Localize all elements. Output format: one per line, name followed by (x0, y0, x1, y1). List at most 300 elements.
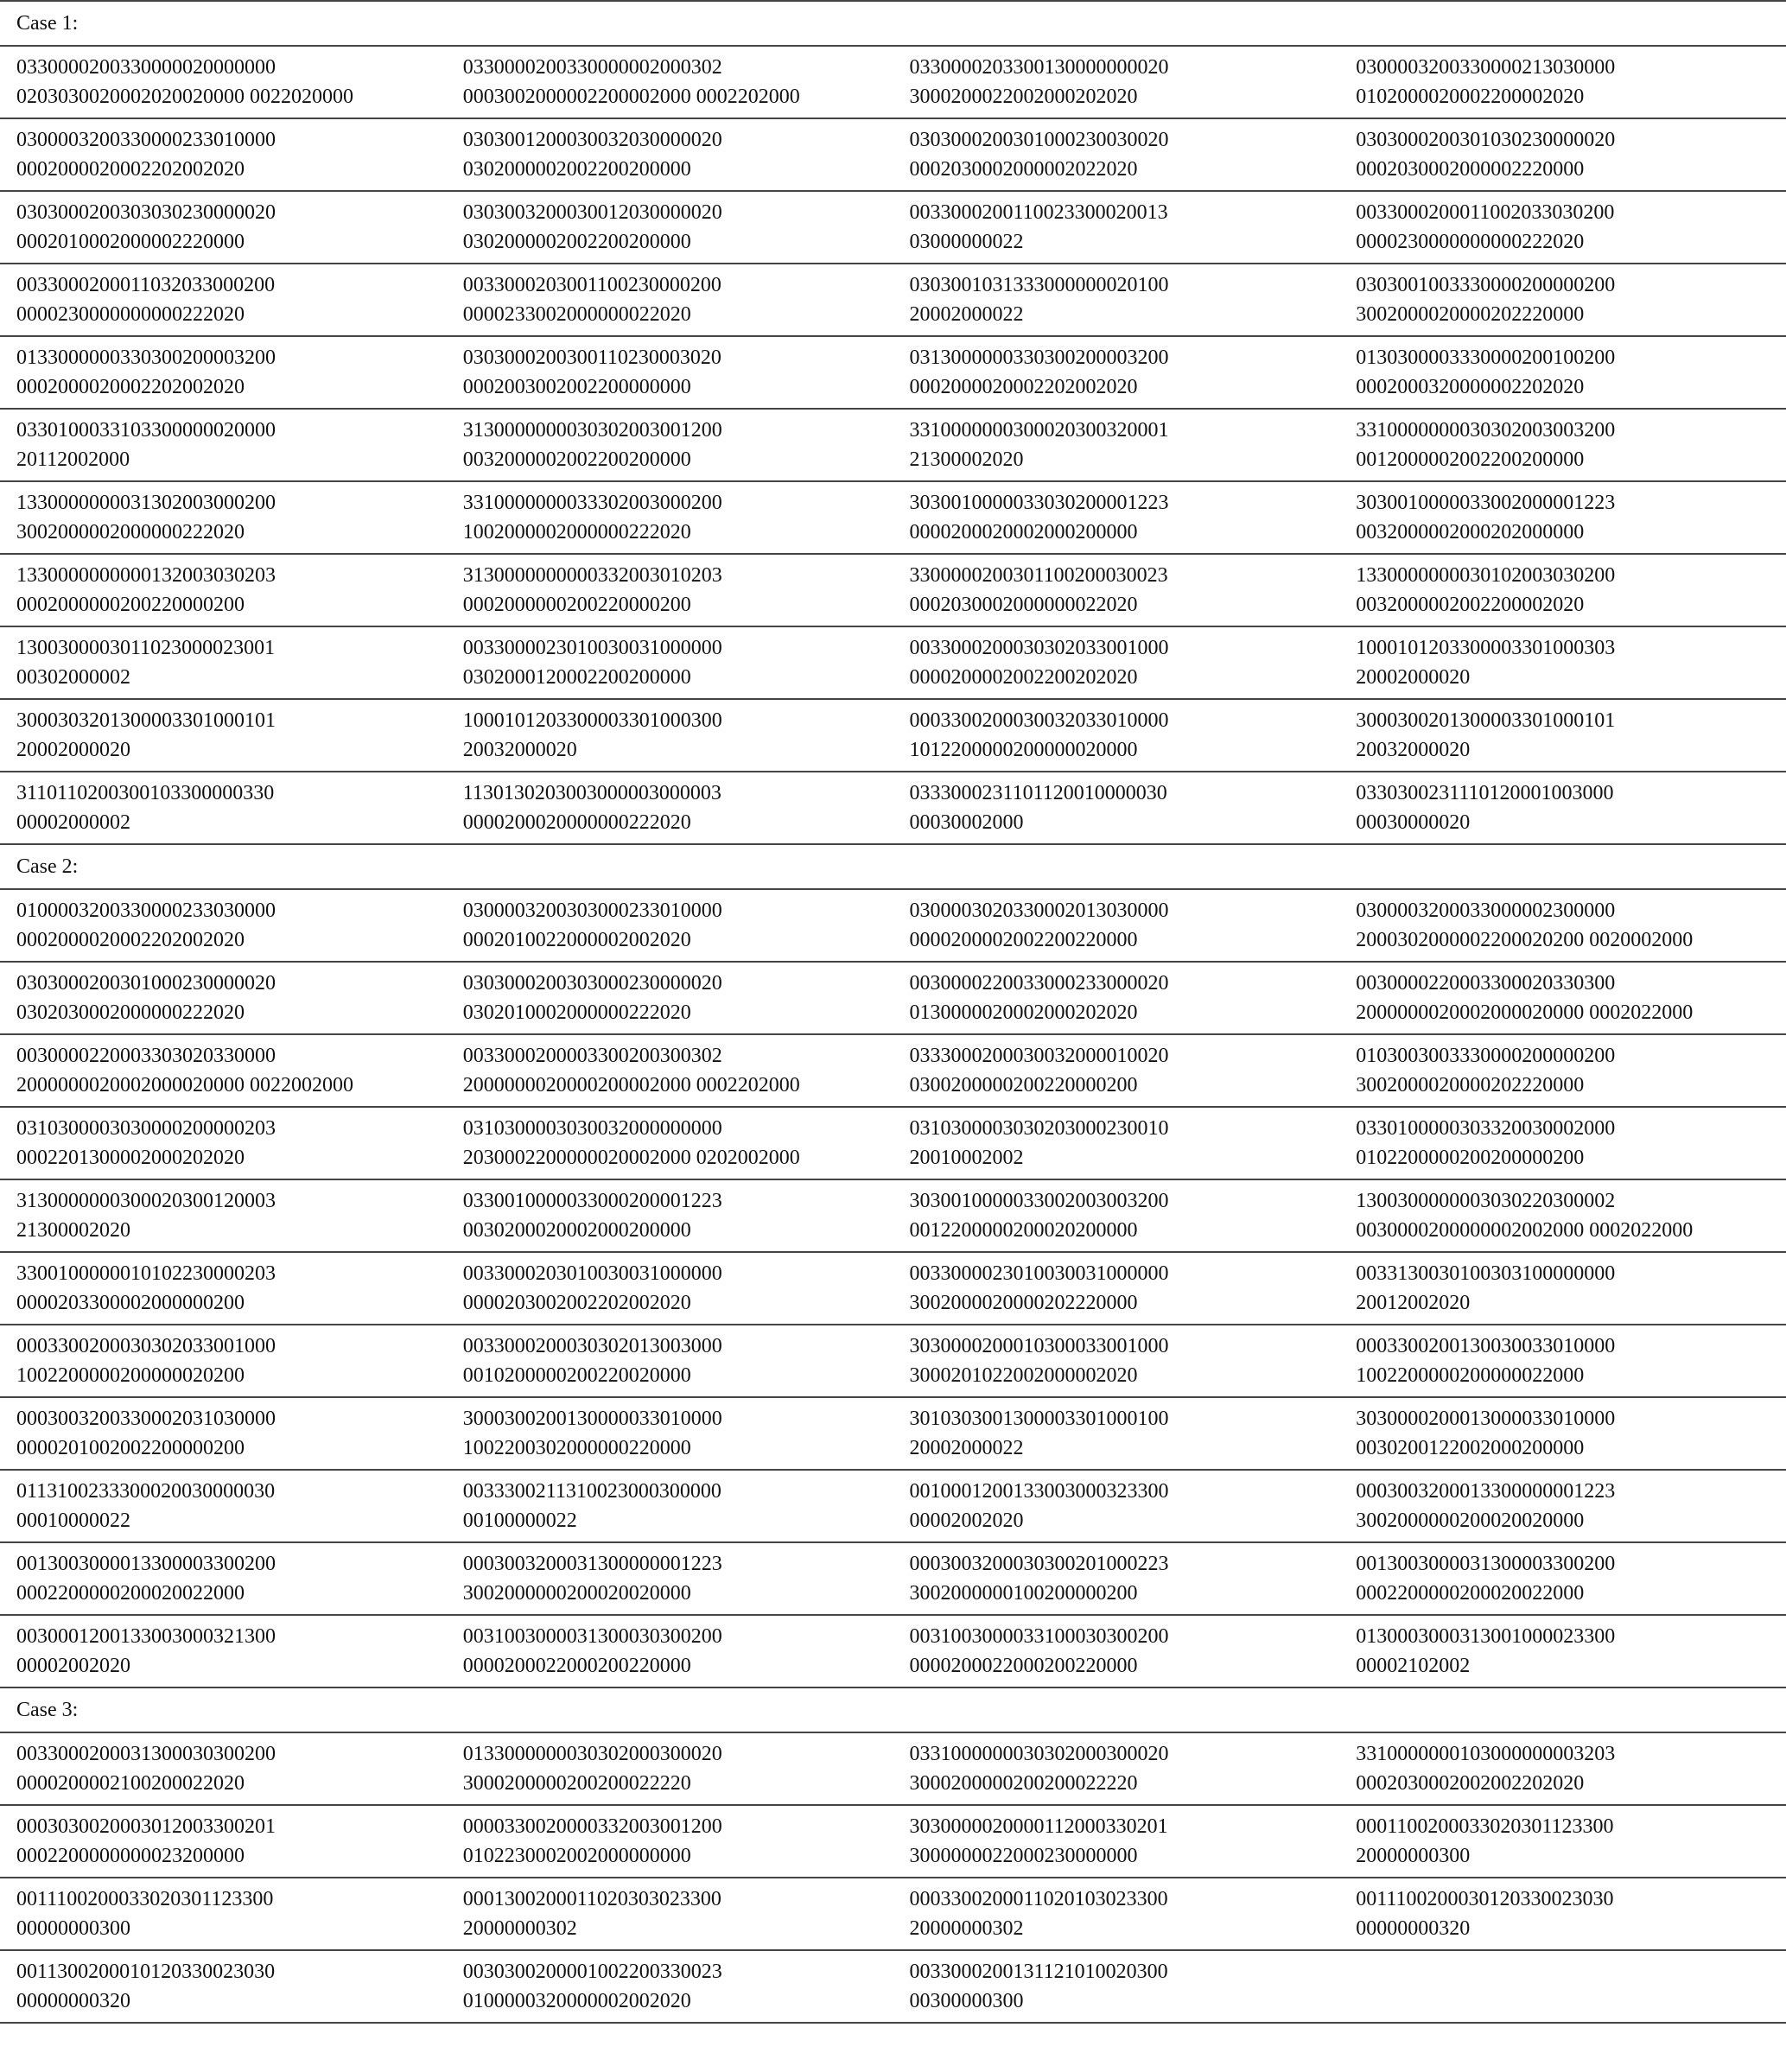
sequence-line: 1002000002000000222020 (462, 521, 691, 543)
sequence-line: 00100000022 (462, 1510, 577, 1532)
table-cell (447, 1805, 893, 1878)
sequence-line: 0310300003030203000230010 (909, 1117, 1169, 1140)
table-cell (0, 191, 447, 264)
sequence-line: 1012200000200000020000 (909, 739, 1138, 761)
table-row (0, 889, 1786, 962)
sequence-line: 0030300200001002200330023 (462, 1961, 722, 1983)
table-cell (447, 626, 893, 699)
sequence-line: 3002000020000202220000 (1356, 303, 1585, 326)
table-cell (1339, 481, 1786, 554)
table-cell (1339, 409, 1786, 481)
sequence-line: 0310300003030032000000000 (462, 1117, 722, 1140)
table-cell (893, 1034, 1340, 1107)
sequence-line: 0130000020002000202020 (909, 1001, 1138, 1024)
table-cell (1339, 1732, 1786, 1805)
table-cell (893, 1397, 1340, 1470)
table-row (0, 336, 1786, 409)
sequence-line: 3130000000000332003010203 (462, 564, 722, 587)
table-cell (0, 772, 447, 844)
sequence-line: 0303000200303000230000020 (462, 972, 722, 995)
sequence-line: 20032000020 (1356, 739, 1471, 761)
sequence-line: 21300002020 (909, 448, 1024, 471)
sequence-line: 0030000220033000233000020 (909, 972, 1169, 995)
sequence-line: 0000230000000000222020 (16, 303, 245, 326)
sequence-line: 0000200022000200220000 (462, 1655, 691, 1677)
sequence-line: 0302000002002200200000 (462, 231, 691, 253)
sequence-line: 0033000023010030031000000 (909, 1262, 1169, 1285)
table-cell (1339, 1034, 1786, 1107)
sequence-line: 0002200000200020022000 (1356, 1582, 1585, 1605)
sequence-line: 2000302000002200020200 0020002000 (1356, 929, 1694, 951)
sequence-line: 0330000200330000020000000 (16, 56, 276, 79)
table-cell (0, 1732, 447, 1805)
table-row (0, 1325, 1786, 1397)
sequence-line: 0113100233300020030000030 (16, 1480, 276, 1503)
table-cell (0, 1397, 447, 1470)
table-cell (1339, 46, 1786, 118)
sequence-line: 0002010022000002002020 (462, 929, 691, 951)
sequence-line: 0001300200011020303023300 (462, 1888, 721, 1910)
sequence-line: 3030000200013000033010000 (1356, 1408, 1616, 1430)
sequence-line: 0003300200030302033001000 (16, 1335, 276, 1357)
sequence-line: 0002030002000002220000 (1356, 158, 1585, 181)
sequence-line: 0300003020330002013030000 (909, 899, 1169, 922)
sequence-line: 0303001031333000000020100 (909, 274, 1169, 296)
sequence-line: 0033000203001100230000200 (462, 274, 721, 296)
table-row (0, 1542, 1786, 1615)
section-header-row (0, 844, 1786, 889)
sequence-line: 0000200002002200220000 (909, 929, 1138, 951)
table-cell (447, 1470, 893, 1542)
sequence-line: 0000230000000000222020 (1356, 231, 1585, 253)
table-cell (447, 889, 893, 962)
sequence-line: 3000200000200200022220 (909, 1772, 1138, 1795)
table-cell (893, 1252, 1340, 1325)
sequence-line: 00002002020 (16, 1655, 130, 1677)
sequence-line: 0333000200030032000010020 (909, 1045, 1169, 1067)
table-row (0, 264, 1786, 336)
table-cell (893, 1179, 1340, 1252)
table-row (0, 481, 1786, 554)
table-cell (0, 1950, 447, 2023)
table-cell (1339, 1615, 1786, 1687)
sequence-line: 0011100200033020301123300 (16, 1888, 274, 1910)
sequence-line: 0203030020002020020000 0022020000 (16, 86, 353, 108)
sequence-line: 0303000200301000230000020 (16, 972, 276, 995)
sequence-line: 0303000200300110230003020 (462, 346, 721, 369)
table-cell (447, 1252, 893, 1325)
sequence-line: 3000303201300003301000101 (16, 709, 276, 732)
table-cell (447, 1179, 893, 1252)
sequence-line: 3130000000030302003001200 (462, 419, 722, 442)
table-row (0, 1805, 1786, 1878)
section-header-row (0, 1, 1786, 46)
sequence-line: 0001100200033020301123300 (1356, 1815, 1614, 1838)
sequence-line: 0033130030100303100000000 (1356, 1262, 1616, 1285)
table-cell (893, 264, 1340, 336)
sequence-line: 0003003200031300000001223 (462, 1553, 722, 1575)
sequence-line: 0032000002002200002020 (1356, 594, 1585, 616)
table-cell (0, 481, 447, 554)
table-cell (1339, 1252, 1786, 1325)
table-cell (893, 1732, 1340, 1805)
sequence-line: 0300003200303000233010000 (462, 899, 722, 922)
table-row (0, 118, 1786, 191)
table-cell (447, 336, 893, 409)
sequence-line: 1330000000030102003030200 (1356, 564, 1616, 587)
sequence-line: 3130000000300020300120003 (16, 1190, 276, 1212)
sequence-line: 0303003200030012030000020 (462, 201, 722, 224)
sequence-line: 00000000300 (16, 1917, 130, 1940)
sequence-line: 0002000000200220000200 (16, 594, 245, 616)
sequence-line: 0000201002002200000200 (16, 1437, 245, 1459)
table-cell (0, 1542, 447, 1615)
sequence-line: 20000000302 (909, 1917, 1024, 1940)
sequence-line: 00030000020 (1356, 811, 1471, 834)
sequence-line: 0313000000330300200003200 (909, 346, 1169, 369)
table-row (0, 1470, 1786, 1542)
table-cell (447, 1397, 893, 1470)
sequence-line: 00300000300 (909, 1990, 1024, 2012)
table-cell (447, 1732, 893, 1805)
table-cell (447, 699, 893, 772)
table-cell (1339, 191, 1786, 264)
sequence-line: 20032000020 (462, 739, 577, 761)
sequence-line: 0330000203300130000000020 (909, 56, 1169, 79)
sequence-line: 0000200020000000222020 (462, 811, 691, 834)
sequence-line: 0002200000200020022000 (16, 1582, 245, 1605)
sequence-line: 2000000020002000020000 0002022000 (1356, 1001, 1694, 1024)
table-cell (1339, 1470, 1786, 1542)
table-cell (893, 772, 1340, 844)
table-cell (0, 1252, 447, 1325)
table-cell (0, 1325, 447, 1397)
table-cell (1339, 772, 1786, 844)
sequence-line: 0002000320000002202020 (1356, 376, 1585, 398)
sequence-line: 0100003200330000233030000 (16, 899, 276, 922)
table-cell (893, 1878, 1340, 1950)
sequence-line: 0033000200030302033001000 (909, 637, 1169, 659)
sequence-line: 21300002020 (16, 1219, 130, 1242)
table-cell (447, 191, 893, 264)
sequence-line: 3030010000033002003003200 (909, 1190, 1169, 1212)
sequence-line: 3002000020000202220000 (909, 1292, 1138, 1314)
sequence-line: 0100000320000002002020 (462, 1990, 691, 2012)
sequence-line: 0300003200330000213030000 (1356, 56, 1616, 79)
table-row (0, 554, 1786, 626)
sequence-line: 0330000200330000002000302 (462, 56, 722, 79)
table-cell (893, 554, 1340, 626)
table-row (0, 409, 1786, 481)
sequence-line: 0000200022000200220000 (909, 1655, 1138, 1677)
sequence-line: 0130300003330000200100200 (1356, 346, 1616, 369)
table-cell (0, 1034, 447, 1107)
sequence-line: 0000233002000000022020 (462, 303, 691, 326)
sequence-line: 0102200000200200000200 (1356, 1147, 1585, 1169)
sequence-line: 0013003000031300003300200 (1356, 1553, 1616, 1575)
sequence-line: 3310000000103000000003203 (1356, 1743, 1616, 1765)
table-cell (893, 1107, 1340, 1179)
table-cell (447, 481, 893, 554)
table-cell (893, 191, 1340, 264)
table-cell (893, 626, 1340, 699)
table-cell (893, 336, 1340, 409)
sequence-line: 00010000022 (16, 1510, 130, 1532)
sequence-line: 0031003000033100030300200 (909, 1625, 1169, 1648)
sequence-line: 0330010000033000200001223 (462, 1190, 722, 1212)
sequence-line: 0002000020002202002020 (16, 929, 245, 951)
sequence-line: 0302000002002200200000 (462, 158, 691, 181)
sequence-line: 00030002000 (909, 811, 1024, 834)
table-row (0, 46, 1786, 118)
sequence-line: 0002201300002000202020 (16, 1147, 245, 1169)
table-cell (1339, 264, 1786, 336)
table-cell (447, 772, 893, 844)
sequence-line: 3030000020000112000330201 (909, 1815, 1168, 1838)
table-cell (893, 481, 1340, 554)
sequence-line: 0330100000303320030002000 (1356, 1117, 1616, 1140)
table-cell (0, 118, 447, 191)
sequence-line: 3000300201300003301000101 (1356, 709, 1616, 732)
table-cell (893, 1950, 1340, 2023)
sequence-line: 3000300200130000033010000 (462, 1408, 722, 1430)
sequence-line: 0003300200011020103023300 (909, 1888, 1168, 1910)
sequence-line: 20002000020 (16, 739, 130, 761)
sequence-line: 20002000022 (909, 303, 1024, 326)
table-cell (447, 409, 893, 481)
sequence-line: 3002000020000202220000 (1356, 1074, 1585, 1096)
table-cell (1339, 1542, 1786, 1615)
table-cell (0, 264, 447, 336)
table-cell (447, 1325, 893, 1397)
sequence-line: 0000200002002200202020 (909, 666, 1138, 689)
table-cell (447, 46, 893, 118)
sequence-line: 00002002020 (909, 1510, 1024, 1532)
sequence-line: 1300300003011023000023001 (16, 637, 276, 659)
sequence-line: 0000203002002202002020 (462, 1292, 691, 1314)
sequence-line: 2000000020000200002000 0002202000 (462, 1074, 800, 1096)
table-row (0, 1615, 1786, 1687)
sequence-line: 0033000200031300030300200 (16, 1743, 276, 1765)
sequence-line: 3002000000100200000200 (909, 1582, 1138, 1605)
table-cell (447, 554, 893, 626)
sequence-line: 3300000200301100200030023 (909, 564, 1168, 587)
section-label: Case 1: (0, 1, 1786, 46)
sequence-line: 3030010000033002000001223 (1356, 492, 1616, 514)
sequence-line: 1300300000003030220300002 (1356, 1190, 1616, 1212)
sequence-line: 0133000000030302000300020 (462, 1743, 722, 1765)
sequence-line: 0002000000200220000200 (462, 594, 691, 616)
sequence-line: 0002000020002202002020 (16, 158, 245, 181)
table-cell (447, 962, 893, 1034)
table-cell (0, 1615, 447, 1687)
table-cell (1339, 889, 1786, 962)
sequence-line: 2030002200000020002000 0202002000 (462, 1147, 800, 1169)
sequence-line: 2000000020002000020000 0022002000 (16, 1074, 353, 1096)
sequence-line: 0000200020002000200000 (909, 521, 1138, 543)
sequence-line: 00002000002 (16, 811, 130, 834)
sequence-line: 0303000200303030230000020 (16, 201, 276, 224)
sequence-line: 0130003000313001000023300 (1356, 1625, 1616, 1648)
sequence-line: 1002200000200000022000 (1356, 1364, 1585, 1387)
sequence-line: 1330000000000132003030203 (16, 564, 276, 587)
section-label: Case 3: (0, 1687, 1786, 1732)
table-row (0, 1397, 1786, 1470)
table-cell (893, 1615, 1340, 1687)
table-cell (1339, 1397, 1786, 1470)
sequence-line: 0000200002100200022020 (16, 1772, 245, 1795)
table-cell (0, 626, 447, 699)
sequence-line: 0002030002000002022020 (909, 158, 1138, 181)
sequence-line: 0032000002002200200000 (462, 448, 691, 471)
sequence-line: 0033000200011002033030200 (1356, 201, 1615, 224)
table-cell (447, 264, 893, 336)
sequence-line: 0002000020002202002020 (16, 376, 245, 398)
sequence-line: 0003003200030300201000223 (909, 1553, 1169, 1575)
table-cell (1339, 962, 1786, 1034)
table-cell (893, 1805, 1340, 1878)
sequence-line: 0010001200133003000323300 (909, 1480, 1169, 1503)
table-cell (0, 1878, 447, 1950)
sequence-line: 20000000300 (1356, 1845, 1471, 1867)
sequence-line: 0033000200110023300020013 (909, 201, 1168, 224)
sequence-line: 20112002000 (16, 448, 130, 471)
sequence-line: 0303000200301000230030020 (909, 129, 1169, 151)
sequence-line: 0032000002000202000000 (1356, 521, 1585, 543)
sequence-line: 1130130203003000003000003 (462, 782, 721, 804)
sequence-line: 0003030020003012003300201 (16, 1815, 276, 1838)
table-cell (1339, 1325, 1786, 1397)
sequence-line: 3000201022002000002020 (909, 1364, 1138, 1387)
table-cell (447, 1950, 893, 2023)
sequence-line: 0102000020002200002020 (1356, 86, 1585, 108)
table-row (0, 1034, 1786, 1107)
table-cell (447, 1615, 893, 1687)
table-cell (0, 962, 447, 1034)
table-cell (447, 1542, 893, 1615)
sequence-line: 0102230002002000000000 (462, 1845, 691, 1867)
table-row (0, 191, 1786, 264)
sequence-line: 0000203300002000000200 (16, 1292, 245, 1314)
sequence-line: 0011300200010120330023030 (16, 1961, 276, 1983)
sequence-line: 00000000320 (1356, 1917, 1471, 1940)
table-row (0, 1252, 1786, 1325)
sequence-line: 0330300231110120001003000 (1356, 782, 1614, 804)
sequence-line: 0033000200003300200300302 (462, 1045, 722, 1067)
table-cell (893, 46, 1340, 118)
sequence-line: 0303000200301030230000020 (1356, 129, 1616, 151)
table-cell (0, 1470, 447, 1542)
sequence-line: 0011100200030120330023030 (1356, 1888, 1614, 1910)
table-row (0, 772, 1786, 844)
table-cell (447, 1034, 893, 1107)
sequence-line: 3000000022000230000000 (909, 1845, 1138, 1867)
sequence-line: 0013003000013300003300200 (16, 1553, 276, 1575)
sequence-line: 0012200000200020200000 (909, 1219, 1138, 1242)
section-header-row (0, 1687, 1786, 1732)
sequence-line: 0000330020000332003001200 (462, 1815, 722, 1838)
table-cell (0, 889, 447, 962)
table-cell (0, 336, 447, 409)
table-row (0, 1732, 1786, 1805)
table-row (0, 1950, 1786, 2023)
table-cell (1339, 554, 1786, 626)
sequence-line: 0033000023010030031000000 (462, 637, 722, 659)
sequence-line: 0003003200330002031030000 (16, 1408, 276, 1430)
sequence-line: 3002000000200020020000 (1356, 1510, 1585, 1532)
table-cell (893, 889, 1340, 962)
sequence-line: 0030200020002000200000 (462, 1219, 691, 1242)
sequence-line: 1000101203300003301000303 (1356, 637, 1616, 659)
table-cell (893, 118, 1340, 191)
section-label: Case 2: (0, 844, 1786, 889)
table-cell (1339, 1805, 1786, 1878)
sequence-line: 0030000220003303020330000 (16, 1045, 276, 1067)
sequence-line: 3000200022002000202020 (909, 86, 1138, 108)
sequence-line: 00000000320 (16, 1990, 130, 2012)
table-cell (0, 554, 447, 626)
sequence-line: 0030001200133003000321300 (16, 1625, 276, 1648)
table-cell (893, 699, 1340, 772)
sequence-line: 00002102002 (1356, 1655, 1471, 1677)
sequence-line: 3110110200300103300000330 (16, 782, 275, 804)
sequence-line: 0002010002000002220000 (16, 231, 245, 253)
table-cell (0, 409, 447, 481)
table-cell (1339, 336, 1786, 409)
sequence-line: 0002000020002202002020 (909, 376, 1138, 398)
sequence-line: 20010002002 (909, 1147, 1024, 1169)
table-cell (0, 699, 447, 772)
sequence-line: 03000000022 (909, 231, 1024, 253)
sequence-line: 20002000022 (909, 1437, 1024, 1459)
sequence-line: 0133000000330300200003200 (16, 346, 276, 369)
sequence-line: 00302000002 (16, 666, 130, 689)
table-cell (1339, 1878, 1786, 1950)
table-cell (0, 1179, 447, 1252)
table-row (0, 1878, 1786, 1950)
sequence-line: 1000101203300003301000300 (462, 709, 722, 732)
sequence-line: 0012000002002200200000 (1356, 448, 1585, 471)
sequence-line: 3002000002000000222020 (16, 521, 245, 543)
sequence-line: 0303001200030032030000020 (462, 129, 722, 151)
sequence-line: 0303001003330000200000200 (1356, 274, 1616, 296)
sequence-line: 0300003200330000233010000 (16, 129, 276, 151)
table-body (0, 1, 1786, 2023)
sequence-line: 0302030002000000222020 (16, 1001, 245, 1024)
sequence-line: 0300003200033000002300000 (1356, 899, 1616, 922)
sequence-line: 0331000000030302000300020 (909, 1743, 1169, 1765)
sequence-line: 0033000203010030031000000 (462, 1262, 722, 1285)
table-cell (447, 118, 893, 191)
table-row (0, 962, 1786, 1034)
table-row (0, 1179, 1786, 1252)
sequence-line: 3010303001300003301000100 (909, 1408, 1169, 1430)
sequence-line: 3310000000030302003003200 (1356, 419, 1616, 442)
sequence-line: 0002030002002002202020 (1356, 1772, 1585, 1795)
sequence-line: 0002200000000023200000 (16, 1845, 245, 1867)
sequence-line: 20012002020 (1356, 1292, 1471, 1314)
sequence-line: 0003003200013300000001223 (1356, 1480, 1616, 1503)
sequence-line: 0103003003330000200000200 (1356, 1045, 1616, 1067)
table-cell (447, 1878, 893, 1950)
sequence-line: 3030000200010300033001000 (909, 1335, 1169, 1357)
table-cell (893, 1542, 1340, 1615)
table-cell (893, 1325, 1340, 1397)
sequence-line: 0003300200130030033010000 (1356, 1335, 1616, 1357)
sequence-line: 0003002000002200002000 0002202000 (462, 86, 800, 108)
sequence-line: 0033000200011032033000200 (16, 274, 276, 296)
table-cell (1339, 1950, 1786, 2023)
